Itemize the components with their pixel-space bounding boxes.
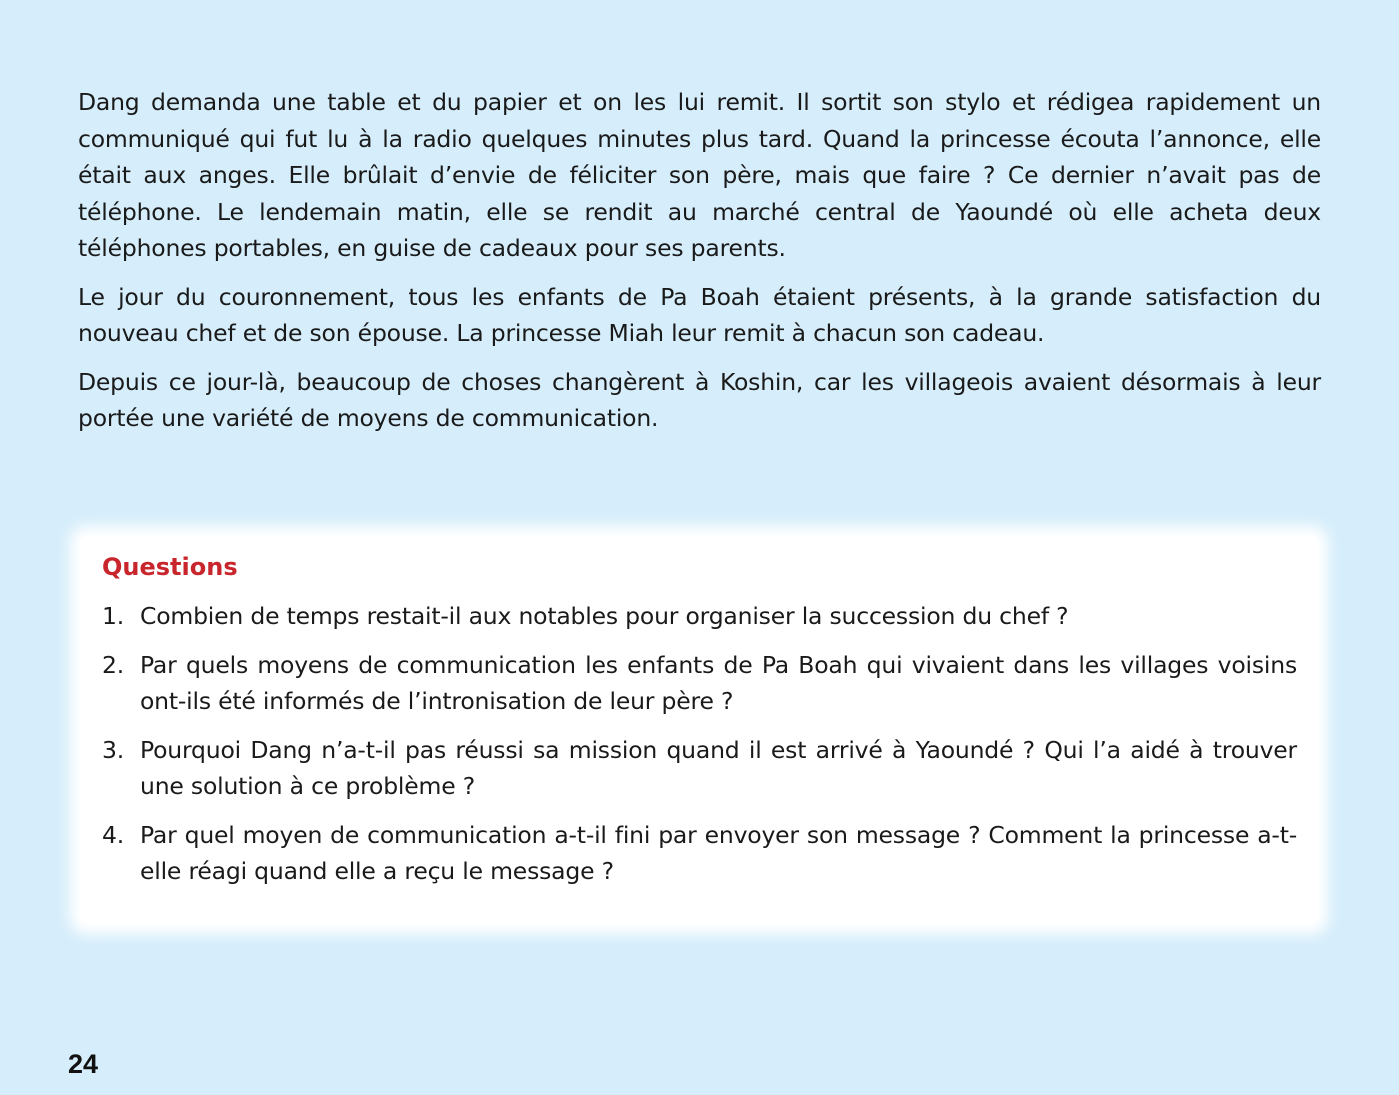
question-text: Combien de temps restait-il aux notables pour organiser la succession du chef ? — [140, 602, 1069, 630]
story-paragraph: Dang demanda une table et du papier et on les lui remit. Il sortit son stylo et rédigea rapidement un communiqué qui fut lu à la radio quelques minutes plus tard. Quand la princesse écouta l’annonce, elle était aux anges. Elle brûlait d’envie de féliciter son père, mais que faire ? Ce dernier n’avait pas de téléphone. Le lendemain matin, elle se rendit au marché central de Yaoundé où elle acheta deux téléphones portables, en guise de cadeaux pour ses parents. — [78, 88, 1321, 262]
question-text: Par quels moyens de communication les enfants de Pa Boah qui vivaient dans les villages voisins ont-ils été informés de l’intronisation de leur père ? — [140, 651, 1297, 715]
question-item — [102, 817, 1297, 889]
story-paragraph: Le jour du couronnement, tous les enfants de Pa Boah étaient présents, à la grande satisfaction du nouveau chef et de son épouse. La princesse Miah leur remit à chacun son cadeau. — [78, 282, 1321, 347]
questions-list — [102, 598, 1297, 902]
question-number: 3. — [102, 736, 125, 764]
questions-box — [80, 536, 1318, 924]
question-number: 2. — [102, 651, 125, 679]
question-item — [102, 732, 1297, 804]
question-item — [102, 598, 1297, 634]
question-text: Par quel moyen de communication a-t-il fini par envoyer son message ? Comment la princesse a-t-elle réagi quand elle a reçu le message ? — [140, 821, 1297, 885]
page-number: 24 — [68, 1049, 99, 1079]
question-text: Pourquoi Dang n’a-t-il pas réussi sa mission quand il est arrivé à Yaoundé ? Qui l’a aidé à trouver une solution à ce problème ? — [140, 736, 1297, 800]
question-number: 1. — [102, 602, 125, 630]
questions-title: Questions — [102, 553, 238, 581]
question-item — [102, 647, 1297, 719]
story-paragraph: Depuis ce jour-là, beaucoup de choses changèrent à Koshin, car les villageois avaient désormais à leur portée une variété de moyens de communication. — [78, 367, 1321, 432]
question-number: 4. — [102, 821, 125, 849]
story-text — [78, 84, 1321, 449]
